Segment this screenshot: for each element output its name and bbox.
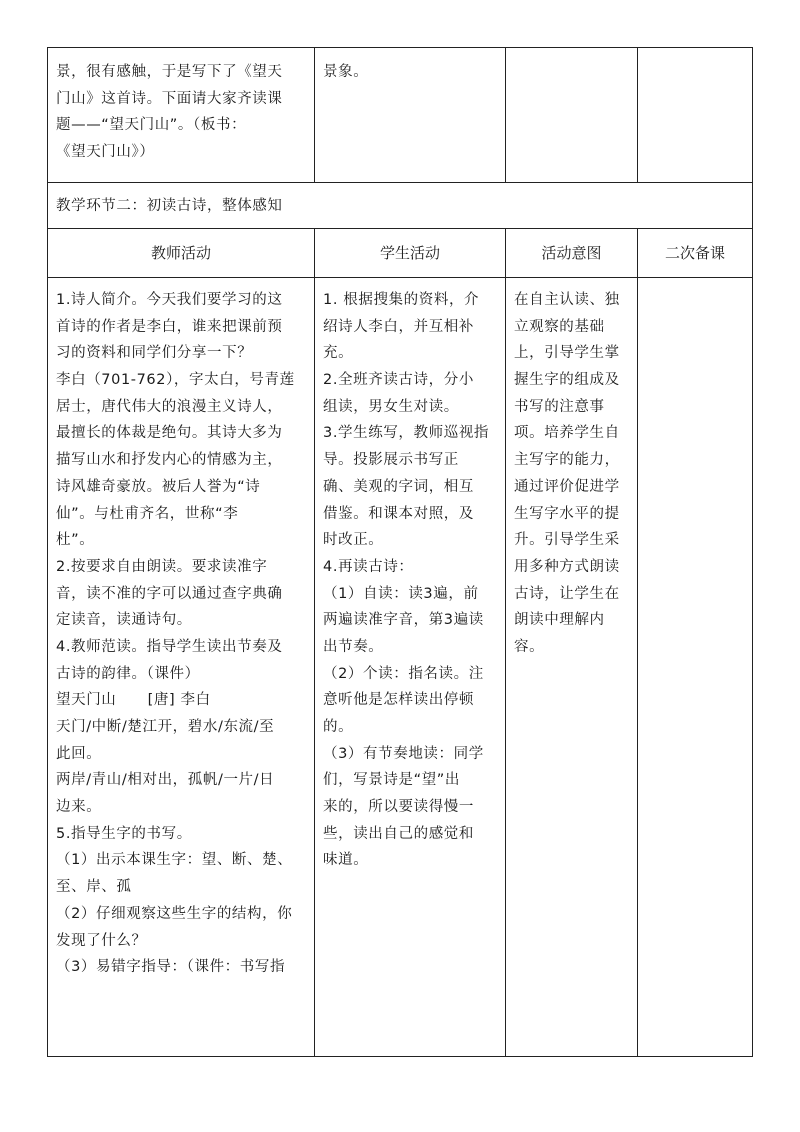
- text-line: 杜”。: [56, 532, 95, 549]
- text-line: 4.再读古诗：: [323, 558, 414, 575]
- text-line: 首诗的作者是李白，谁来把课前预: [56, 318, 283, 335]
- top-teacher-cell: [56, 59, 283, 166]
- text-line: 1.诗人简介。今天我们要学习的这: [56, 292, 283, 308]
- text-line: 《望天门山》）: [56, 144, 155, 161]
- text-line: 望天门山 [唐] 李白: [56, 692, 211, 709]
- text-line: 描写山水和抒发内心的情感为主，: [56, 452, 283, 469]
- text-line: 仙”。与杜甫齐名，世称“李: [56, 505, 239, 522]
- column-divider-3: [637, 228, 638, 1057]
- table-left-border: [47, 47, 48, 1057]
- text-line: 景，很有感触，于是写下了《望天: [56, 64, 283, 80]
- text-line: （3）易错字指导：（课件：书写指: [56, 959, 286, 976]
- text-line: 朗读中理解内: [514, 612, 605, 629]
- header-row-top-border: [47, 228, 753, 229]
- text-line: 景象。: [323, 64, 369, 80]
- text-line: 2.按要求自由朗读。要求读准字: [56, 558, 268, 575]
- text-line: 借鉴。和课本对照，及: [323, 505, 474, 522]
- text-line: （1）出示本课生字：望、断、楚、: [56, 852, 293, 869]
- text-line: 意听他是怎样读出停顿: [323, 692, 474, 709]
- text-line: 上，引导学生掌: [514, 345, 620, 362]
- text-line: 两岸/青山/相对出，孤帆/一片/日: [56, 772, 275, 789]
- text-line: 诗风雄奇豪放。被后人誉为“诗: [56, 478, 261, 495]
- text-line: 音，读不准的字可以通过查字典确: [56, 585, 283, 602]
- text-line: 立观察的基础: [514, 318, 605, 335]
- text-line: （2）仔细观察这些生字的结构，你: [56, 905, 293, 922]
- text-line: 5.指导生字的书写。: [56, 825, 192, 842]
- text-line: 2.全班齐读古诗，分小: [323, 372, 474, 389]
- top-student-cell: [323, 59, 368, 86]
- text-line: 4.教师范读。指导学生读出节奏及: [56, 638, 283, 655]
- text-line: 些，读出自己的感觉和: [323, 825, 474, 842]
- header-activity-intent: 活动意图: [541, 244, 602, 262]
- section-title: 教学环节二：初读古诗，整体感知: [56, 198, 283, 214]
- column-divider-1: [314, 228, 315, 1057]
- text-line: 3.学生练写，教师巡视指: [323, 425, 490, 442]
- text-line: （1）自读：读3遍，前: [323, 585, 479, 602]
- text-line: 题——“望天门山”。（板书：: [56, 117, 247, 134]
- table-right-border: [752, 47, 753, 1057]
- text-line: 组读，男女生对读。: [323, 398, 459, 415]
- header-student-activity: 学生活动: [379, 244, 440, 262]
- student-activity-cell: [323, 287, 489, 874]
- text-line: 此回。: [56, 745, 102, 762]
- text-line: 握生字的组成及: [514, 372, 620, 389]
- text-line: 在自主认读、独: [514, 292, 620, 308]
- text-line: 升。引导学生采: [514, 532, 620, 549]
- text-line: 门山》这首诗。下面请大家齐读课: [56, 90, 283, 107]
- activity-intent-cell: [514, 287, 620, 661]
- header-row-bottom-border: [47, 277, 753, 278]
- text-line: 古诗的韵律。（课件）: [56, 665, 200, 682]
- text-line: 绍诗人李白，并互相补: [323, 318, 474, 335]
- column-divider-2: [505, 228, 506, 1057]
- text-line: 们，写景诗是“望”出: [323, 772, 461, 789]
- text-line: 习的资料和同学们分享一下？: [56, 345, 253, 362]
- text-line: 确、美观的字词，相互: [323, 478, 474, 495]
- text-line: 味道。: [323, 852, 369, 869]
- text-line: 发现了什么？: [56, 932, 147, 949]
- text-line: 生写字水平的提: [514, 505, 620, 522]
- text-line: 的。: [323, 719, 354, 735]
- text-line: 书写的注意事: [514, 398, 605, 415]
- text-line: 至、岸、孤: [56, 879, 132, 896]
- table-top-border: [47, 47, 753, 48]
- header-teacher-activity: 教师活动: [150, 244, 211, 262]
- text-line: 定读音，读通诗句。: [56, 612, 192, 629]
- text-line: 来的，所以要读得慢一: [323, 799, 474, 816]
- text-line: 主写字的能力，: [514, 452, 620, 469]
- text-line: 时改正。: [323, 532, 384, 549]
- teacher-activity-cell: [56, 287, 295, 981]
- text-line: 1. 根据搜集的资料，介: [323, 292, 480, 308]
- section-row-top-border: [47, 182, 753, 183]
- text-line: 项。培养学生自: [514, 425, 620, 442]
- text-line: 用多种方式朗读: [514, 558, 620, 575]
- text-line: 边来。: [56, 799, 102, 816]
- text-line: 容。: [514, 638, 545, 655]
- column-divider-3-top: [637, 47, 638, 182]
- table-bottom-border: [47, 1056, 753, 1057]
- text-line: （2）个读：指名读。注: [323, 665, 484, 682]
- text-line: （3）有节奏地读：同学: [323, 745, 484, 762]
- text-line: 李白（701-762），字太白，号青莲: [56, 372, 295, 389]
- text-line: 居士，唐代伟大的浪漫主义诗人，: [56, 398, 283, 415]
- text-line: 通过评价促进学: [514, 478, 620, 495]
- column-divider-2-top: [505, 47, 506, 182]
- text-line: 天门/中断/楚江开，碧水/东流/至: [56, 719, 275, 735]
- header-secondary-prep: 二次备课: [664, 244, 725, 262]
- text-line: 导。投影展示书写正: [323, 452, 459, 469]
- text-line: 出节奏。: [323, 638, 384, 655]
- text-line: 充。: [323, 345, 354, 362]
- column-divider-1-top: [314, 47, 315, 182]
- text-line: 最擅长的体裁是绝句。其诗大多为: [56, 425, 283, 442]
- text-line: 古诗，让学生在: [514, 585, 620, 602]
- text-line: 两遍读准字音，第3遍读: [323, 612, 484, 629]
